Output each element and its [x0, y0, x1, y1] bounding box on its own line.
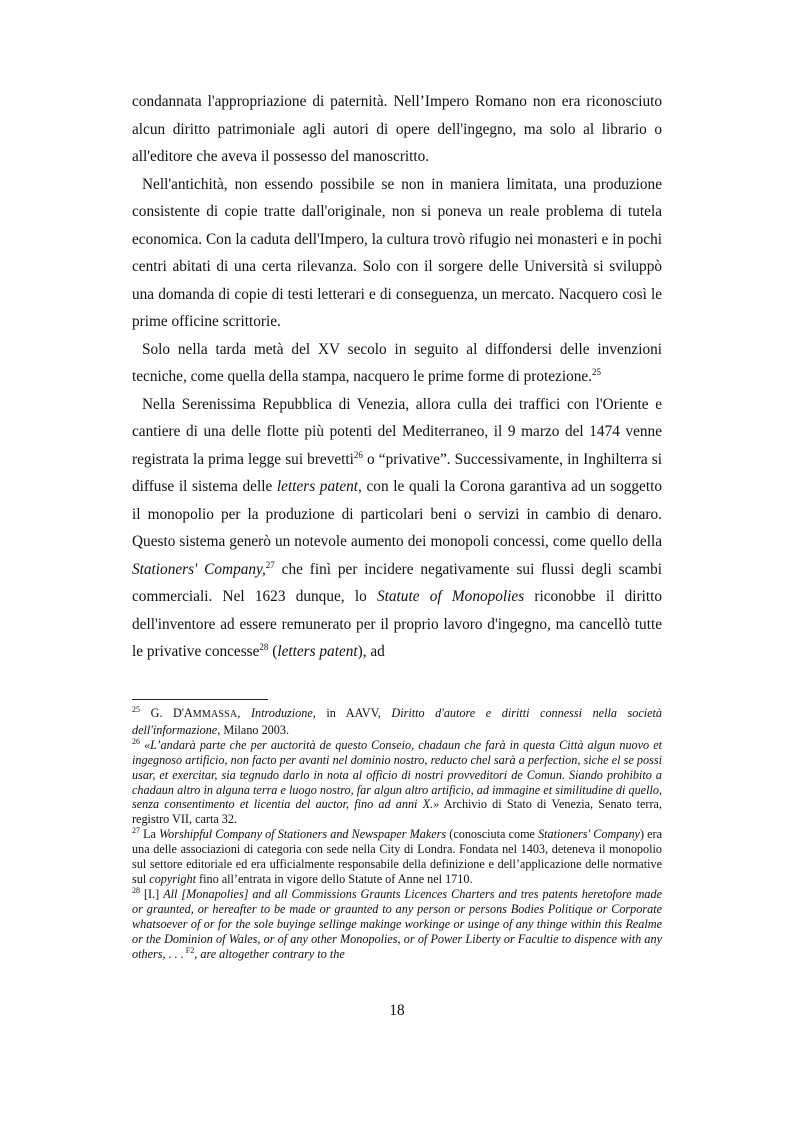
footnote-author: G. D'A [150, 706, 193, 720]
paragraph-1-text: condannata l'appropriazione di paternità. Nell’Impero Romano non era riconosciuto alcun diritto patrimoniale agli autori di opere dell'ingegno, ma solo al librario o all'editore che aveva il possesso del manoscritto. [132, 93, 662, 165]
footnote-quote: , are altogether contrary to the [194, 946, 345, 961]
footnote-separator [132, 699, 268, 700]
footnote-author: MMASSA [192, 709, 238, 720]
footnote-26 [132, 738, 662, 827]
footnote-title: copyright [149, 871, 196, 886]
paragraph-4-italic: letters patent [277, 643, 358, 660]
footnote-27 [132, 827, 662, 887]
paragraph-4-text: Nella Serenissima Repubblica di Venezia, allora culla dei traffici con l'Oriente e cantiere di una delle flotte più potenti del Mediterraneo, il 9 marzo del 1474 venne registrata la prima legge sui brevetti [132, 395, 662, 468]
page-number: 18 [389, 1002, 405, 1019]
footnote-inner-ref: F2 [183, 945, 195, 955]
footnote-ref-28[interactable]: 28 [259, 642, 269, 652]
paragraph-2-text: Nell'antichità, non essendo possibile se non in maniera limitata, una produzione consistente di copie tratte dall'originale, non si poneva un reale problema di tutela economica. Con la caduta dell'Impero, la cultura trovò rifugio nei monasteri e in pochi centri abitati di una certa rilevanza. Solo con il sorgere delle Università si sviluppò una domanda di copie di testi letterari e di conseguenza, un mercato. Nacquero così le prime officine scrittorie. [132, 175, 662, 330]
paragraph-4-italic: Statute of Monopolies [377, 588, 525, 605]
main-text [132, 88, 662, 666]
footnote-text: , [237, 706, 251, 720]
footnote-quote: «L’andarà parte che per auctorità de questo Conseio, chadaun che farà in questa Città algun nuovo et ingegnoso artificio, non facto per avanti nel dominio nostro, reducto chel sarà a perfection, siche el se possi usar, et exercitar, sia tegnudo darlo in nota al officio di nostri provveditori de Comun. Siando prohibito a chadaun altro in alguna terra e luogo nostro, far algun altro artificio, ad immagine et similitudine di quello, senza consentimento et licentia del auctor, fino ad anni X.» [132, 737, 662, 812]
footnote-quote: All [Monapolies] and all Commissions Graunts Licences Charters and tres patents heretofore made or graunted, or hereafter to be made or graunted to any person or persons Bodies Politique or Corporate whatsoever of or for the sole buyinge sellinge makinge workinge or usinge of any thinge within this Realme or the Dominion of Wales, or of any other Monopolies, or of Power Liberty or Facultie to dispence with any others, . . . [132, 886, 662, 961]
footnote-title: Diritto d'autore e diritti connessi nella società dell'informazione [132, 706, 663, 737]
footnote-25 [132, 706, 662, 738]
footnote-ref-26[interactable]: 26 [353, 449, 363, 460]
paragraph-4-text: ), ad [357, 643, 385, 660]
paragraph-2 [132, 171, 662, 336]
footnote-title: Worshipful Company of Stationers and Newspaper Makers [159, 827, 447, 842]
footnote-title: Stationers' Company [538, 827, 640, 842]
footnote-text: , Milano 2003. [217, 722, 289, 737]
paragraph-4-text: , con le quali la Corona garantiva ad un soggetto il monopolio per la produzione di particolari beni o servizi in cambio di denaro. Questo sistema generò un notevole aumento dei monopoli concessi, come quello della [132, 478, 662, 550]
footnote-text: fino all’entrata in vigore dello Statute of Anne nel 1710. [196, 871, 473, 886]
footnote-number: 26 [132, 736, 140, 746]
paragraph-4 [132, 391, 662, 666]
footnote-number: 28 [132, 885, 140, 895]
paragraph-4-text: o “privative”. Successivamente, in Inghilterra si diffuse il sistema delle [132, 450, 662, 495]
footnote-title: Introduzione [250, 706, 313, 720]
paragraph-4-text: che finì per incidere negativamente sui flussi degli scambi commerciali. Nel 1623 dunque, lo [132, 560, 662, 605]
paragraph-4-text: ( [268, 643, 278, 660]
paragraph-3-text: Solo nella tarda metà del XV secolo in seguito al diffondersi delle invenzioni tecniche, come quella della stampa, nacquero le prime forme di protezione. [132, 340, 662, 385]
footnote-text: [I.] [140, 886, 164, 901]
footnotes [132, 706, 662, 961]
footnote-text: ) era una delle associazioni di categoria con sede nella City di Londra. Fondata nel 1403, deteneva il monopolio sul settore editoriale ed era ufficialmente responsabile della definizione e dell’applicazione delle normative sul [132, 827, 663, 886]
footnote-ref-25[interactable]: 25 [591, 367, 601, 377]
paragraph-4-italic: letters patent [276, 478, 359, 495]
paragraph-3 [132, 336, 662, 391]
footnote-ref-27[interactable]: 27 [265, 559, 275, 570]
paragraph-1 [132, 88, 662, 171]
footnote-text: Archivio di Stato di Venezia, Senato terra, registro VII, carta 32. [132, 797, 662, 827]
footnote-number: 25 [132, 705, 140, 714]
footnote-number: 27 [132, 826, 140, 836]
paragraph-4-italic: Stationers' Company, [132, 560, 266, 578]
paragraph-4-text: riconobbe il diritto dell'inventore ad essere remunerato per il proprio lavoro d'ingegno, ma cancellò tutte le privative concesse [132, 588, 662, 660]
footnote-text: , in AAVV, [312, 706, 392, 720]
footnote-text: (conosciuta come [446, 827, 539, 842]
footnote-text: La [140, 827, 160, 842]
footnote-28 [132, 887, 662, 962]
